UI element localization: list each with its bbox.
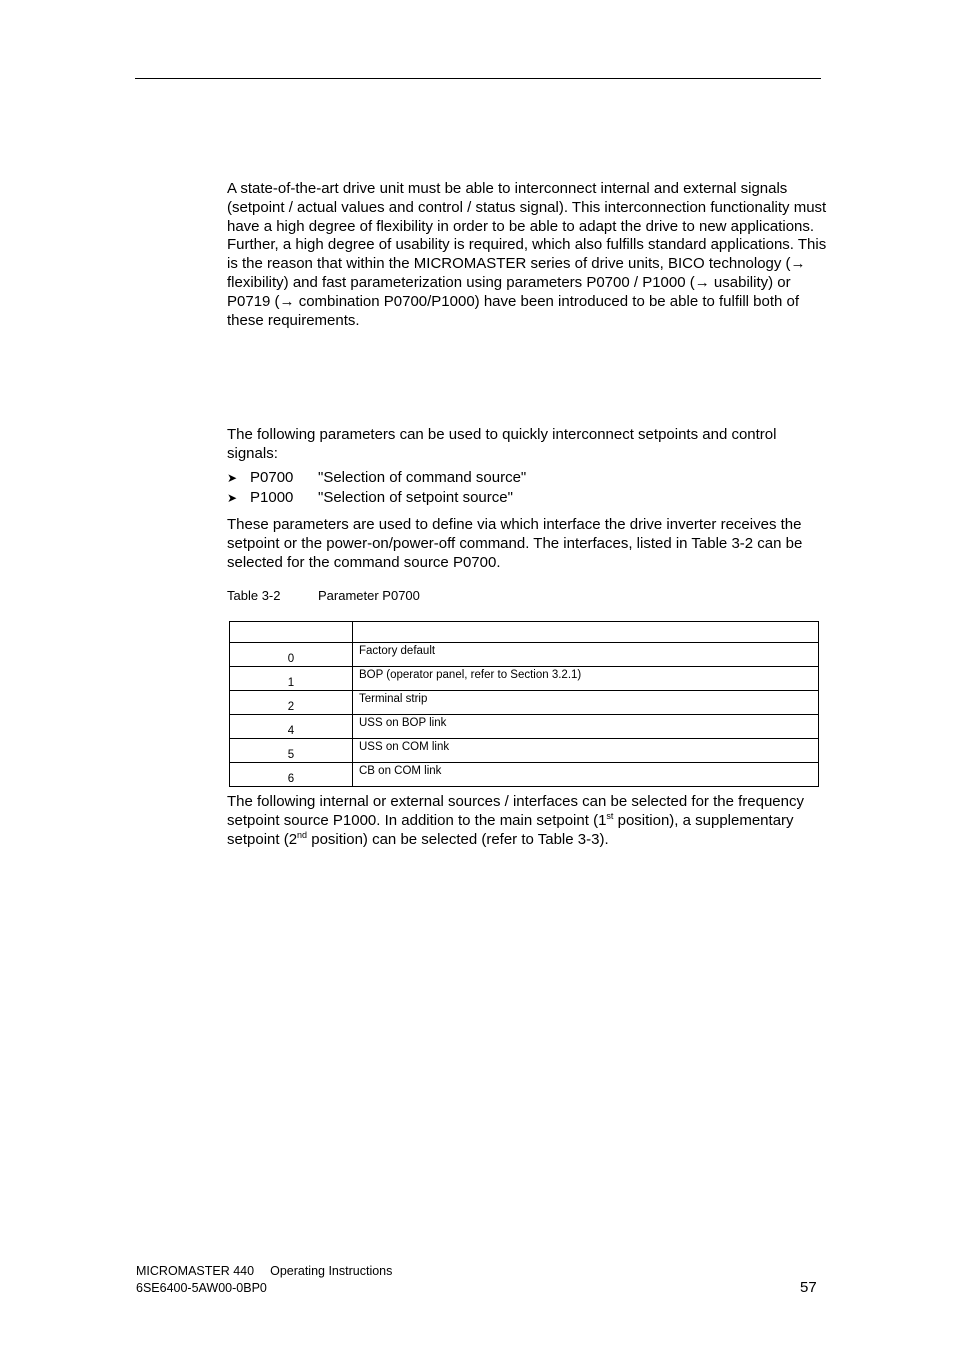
arrow-bullet-icon: ➤ bbox=[227, 471, 238, 485]
header-cell bbox=[353, 622, 819, 643]
header-cell bbox=[230, 622, 353, 643]
parameter-table bbox=[229, 621, 819, 787]
meaning-cell: USS on COM link bbox=[353, 739, 819, 763]
parameter-list bbox=[227, 468, 526, 508]
table-row bbox=[230, 715, 819, 739]
value-cell: 5 bbox=[230, 739, 353, 763]
table-number: Table 3-2 bbox=[227, 588, 281, 603]
parameter-code: P1000 bbox=[250, 489, 294, 506]
parameter-description: "Selection of command source" bbox=[318, 469, 527, 486]
footer-product: MICROMASTER 440 bbox=[136, 1264, 255, 1278]
ordinal-superscript: st bbox=[606, 810, 614, 821]
table-row bbox=[230, 667, 819, 691]
footer-doc-type: Operating Instructions bbox=[270, 1264, 393, 1278]
parameter-code: P0700 bbox=[250, 469, 294, 486]
setpoint-text-part: position), a supplementary setpoint (2 bbox=[227, 811, 794, 848]
table-row bbox=[230, 739, 819, 763]
setpoint-text-part: position) can be selected (refer to Table 3-3). bbox=[307, 830, 609, 848]
table-title: Parameter P0700 bbox=[318, 588, 420, 603]
ordinal-superscript: nd bbox=[297, 829, 308, 840]
table-header-row bbox=[230, 622, 819, 643]
list-item bbox=[227, 468, 526, 488]
value-cell: 6 bbox=[230, 763, 353, 787]
table-caption bbox=[227, 588, 420, 603]
intro-paragraph: A state-of-the-art drive unit must be able to interconnect internal and external signals (setpoint / actual values and control / status signal). This interconnection functionality must have a high degree of flexibility in order to be able to adapt the drive to new applications. Further, a high degree of usability is required, which also fulfills standard applications. This is the reason that within the MICROMASTER series of drive units, BICO technology (→ flexibility) and fast parameterization using parameters P0700 / P1000 (→ usability) or P0719 (→ combination P0700/P1000) have been introduced to be able to fulfill both of these requirements. bbox=[227, 180, 827, 329]
value-cell: 1 bbox=[230, 667, 353, 691]
header-rule bbox=[135, 78, 821, 79]
interfaces-paragraph: These parameters are used to define via which interface the drive inverter receives the setpoint or the power-on/power-off command. The interfaces, listed in Table 3-2 can be selected for the command source P0700. bbox=[227, 516, 803, 571]
setpoint-source-paragraph bbox=[227, 793, 827, 849]
table-row bbox=[230, 763, 819, 787]
setpoint-text-part: The following internal or external sources / interfaces can be selected for the frequency setpoint source P1000. In addition to the main setpoint (1 bbox=[227, 793, 804, 829]
value-cell: 2 bbox=[230, 691, 353, 715]
meaning-cell: USS on BOP link bbox=[353, 715, 819, 739]
meaning-cell: CB on COM link bbox=[353, 763, 819, 787]
page-number: 57 bbox=[800, 1279, 817, 1296]
meaning-cell: Terminal strip bbox=[353, 691, 819, 715]
table-row bbox=[230, 643, 819, 667]
value-cell: 4 bbox=[230, 715, 353, 739]
list-item bbox=[227, 488, 526, 508]
params-intro-paragraph: The following parameters can be used to quickly interconnect setpoints and control signals: bbox=[227, 426, 777, 462]
value-cell: 0 bbox=[230, 643, 353, 667]
page-footer bbox=[136, 1263, 392, 1297]
arrow-bullet-icon: ➤ bbox=[227, 491, 238, 505]
footer-order-number: 6SE6400-5AW00-0BP0 bbox=[136, 1281, 267, 1295]
table-row bbox=[230, 691, 819, 715]
meaning-cell: BOP (operator panel, refer to Section 3.2.1) bbox=[353, 667, 819, 691]
meaning-cell: Factory default bbox=[353, 643, 819, 667]
parameter-description: "Selection of setpoint source" bbox=[318, 489, 513, 506]
